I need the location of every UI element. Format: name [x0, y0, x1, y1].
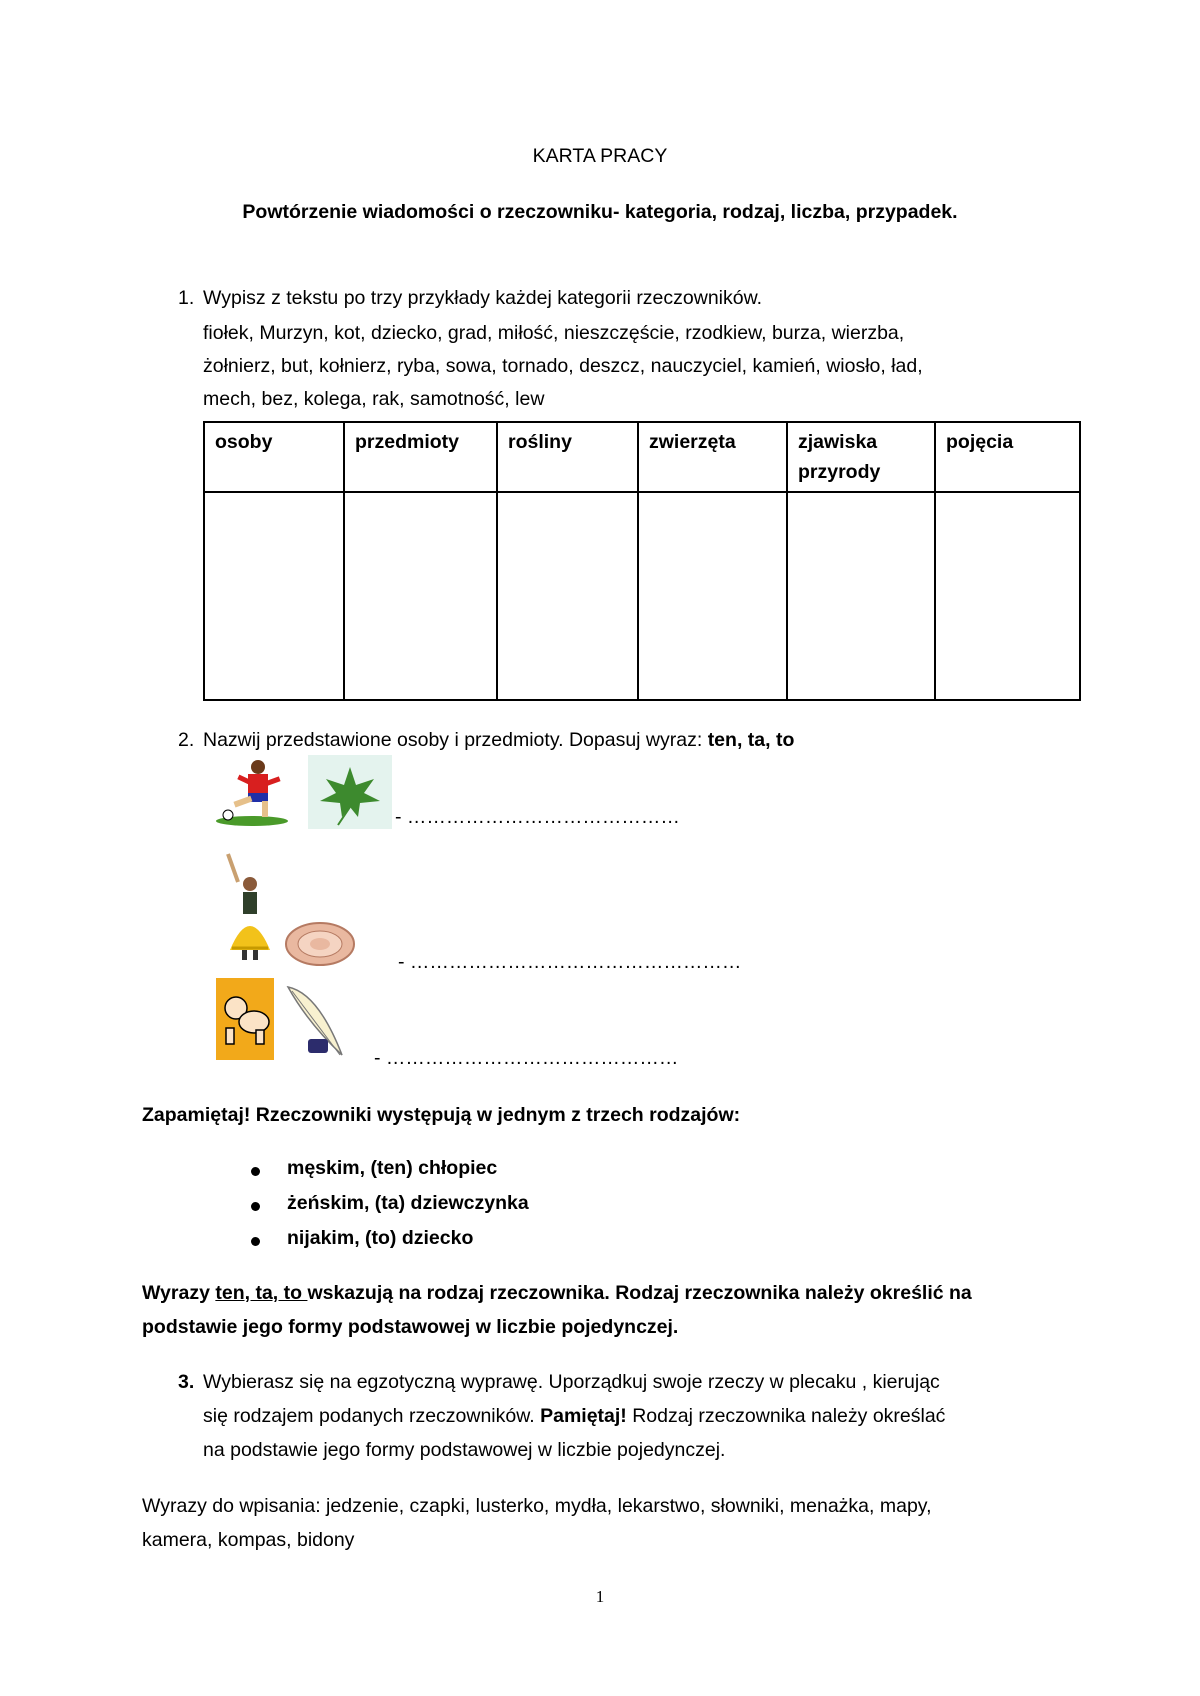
bullet-icon — [251, 1167, 260, 1176]
maple-leaf-icon — [308, 755, 392, 829]
table-cell-answer[interactable] — [935, 492, 1080, 700]
table-cell-answer[interactable] — [204, 492, 344, 700]
task3-number: 3. — [178, 1371, 195, 1393]
remember-heading: Zapamiętaj! Rzeczowniki występują w jednym z trzech rodzajów: — [142, 1104, 741, 1126]
column-header-przedmioty: przedmioty — [344, 422, 497, 492]
gender-note-line2: podstawie jego formy podstawowej w liczbie pojedynczej. — [142, 1316, 679, 1338]
column-header-pojecia: pojęcia — [935, 422, 1080, 492]
bullet-icon — [251, 1202, 260, 1211]
page-title: KARTA PRACY — [532, 145, 668, 167]
page-number: 1 — [595, 1587, 605, 1606]
task2-instruction: Nazwij przedstawione osoby i przedmioty. Dopasuj wyraz: ten, ta, to — [203, 729, 795, 751]
gender-item: żeńskim, (ta) dziewczynka — [287, 1192, 529, 1214]
shell-icon — [284, 916, 356, 966]
words-to-fill-line2: kamera, kompas, bidony — [142, 1529, 355, 1551]
table-cell-answer[interactable] — [344, 492, 497, 700]
task1-number: 1. — [178, 287, 195, 309]
bullet-icon — [251, 1237, 260, 1246]
gender-item: nijakim, (to) dziecko — [287, 1227, 474, 1249]
task3-line: Wybierasz się na egzotyczną wyprawę. Uporządkuj swoje rzeczy w plecaku , kierując — [203, 1371, 940, 1393]
task1-words-line: fiołek, Murzyn, kot, dziecko, grad, miłość, nieszczęście, rzodkiew, burza, wierzba, — [203, 322, 905, 344]
column-header-zjawiska-przyrody: zjawiska przyrody — [787, 422, 935, 492]
dancer-in-yellow-dress-icon — [220, 852, 278, 962]
answer-blank[interactable]: - ……………………………………… — [374, 1047, 679, 1069]
words-to-fill: Wyrazy do wpisania: jedzenie, czapki, lusterko, mydła, lekarstwo, słowniki, menażka, mapy, — [142, 1495, 932, 1517]
answer-blank[interactable]: - …………………………………………… — [398, 951, 742, 973]
table-cell-answer[interactable] — [638, 492, 787, 700]
answer-blank[interactable]: - …………………………………… — [395, 806, 680, 828]
gender-item: męskim, (ten) chłopiec — [287, 1157, 498, 1179]
task3-line: na podstawie jego formy podstawowej w liczbie pojedynczej. — [203, 1439, 726, 1461]
task1-instruction: Wypisz z tekstu po trzy przykłady każdej kategorii rzeczowników. — [203, 287, 763, 309]
page-subtitle: Powtórzenie wiadomości o rzeczowniku- kategoria, rodzaj, liczba, przypadek. — [242, 201, 958, 223]
table-cell-answer[interactable] — [497, 492, 638, 700]
gender-note: Wyrazy ten, ta, to wskazują na rodzaj rzeczownika. Rodzaj rzeczownika należy określić na — [142, 1282, 972, 1304]
quill-and-inkwell-icon — [278, 983, 350, 1063]
column-header-rosliny: rośliny — [497, 422, 638, 492]
task2-number: 2. — [178, 729, 195, 751]
task3-line: się rodzajem podanych rzeczowników. Pamiętaj! Rodzaj rzeczownika należy określać — [203, 1405, 946, 1427]
football-player-icon — [214, 757, 290, 827]
task1-words-line: żołnierz, but, kołnierz, ryba, sowa, tornado, deszcz, nauczyciel, kamień, wiosło, ład, — [203, 355, 923, 377]
column-header-zwierzeta: zwierzęta — [638, 422, 787, 492]
baby-crawling-icon — [216, 978, 274, 1060]
task1-words-line: mech, bez, kolega, rak, samotność, lew — [203, 388, 545, 410]
column-header-osoby: osoby — [204, 422, 344, 492]
table-cell-answer[interactable] — [787, 492, 935, 700]
category-table — [203, 421, 1081, 701]
